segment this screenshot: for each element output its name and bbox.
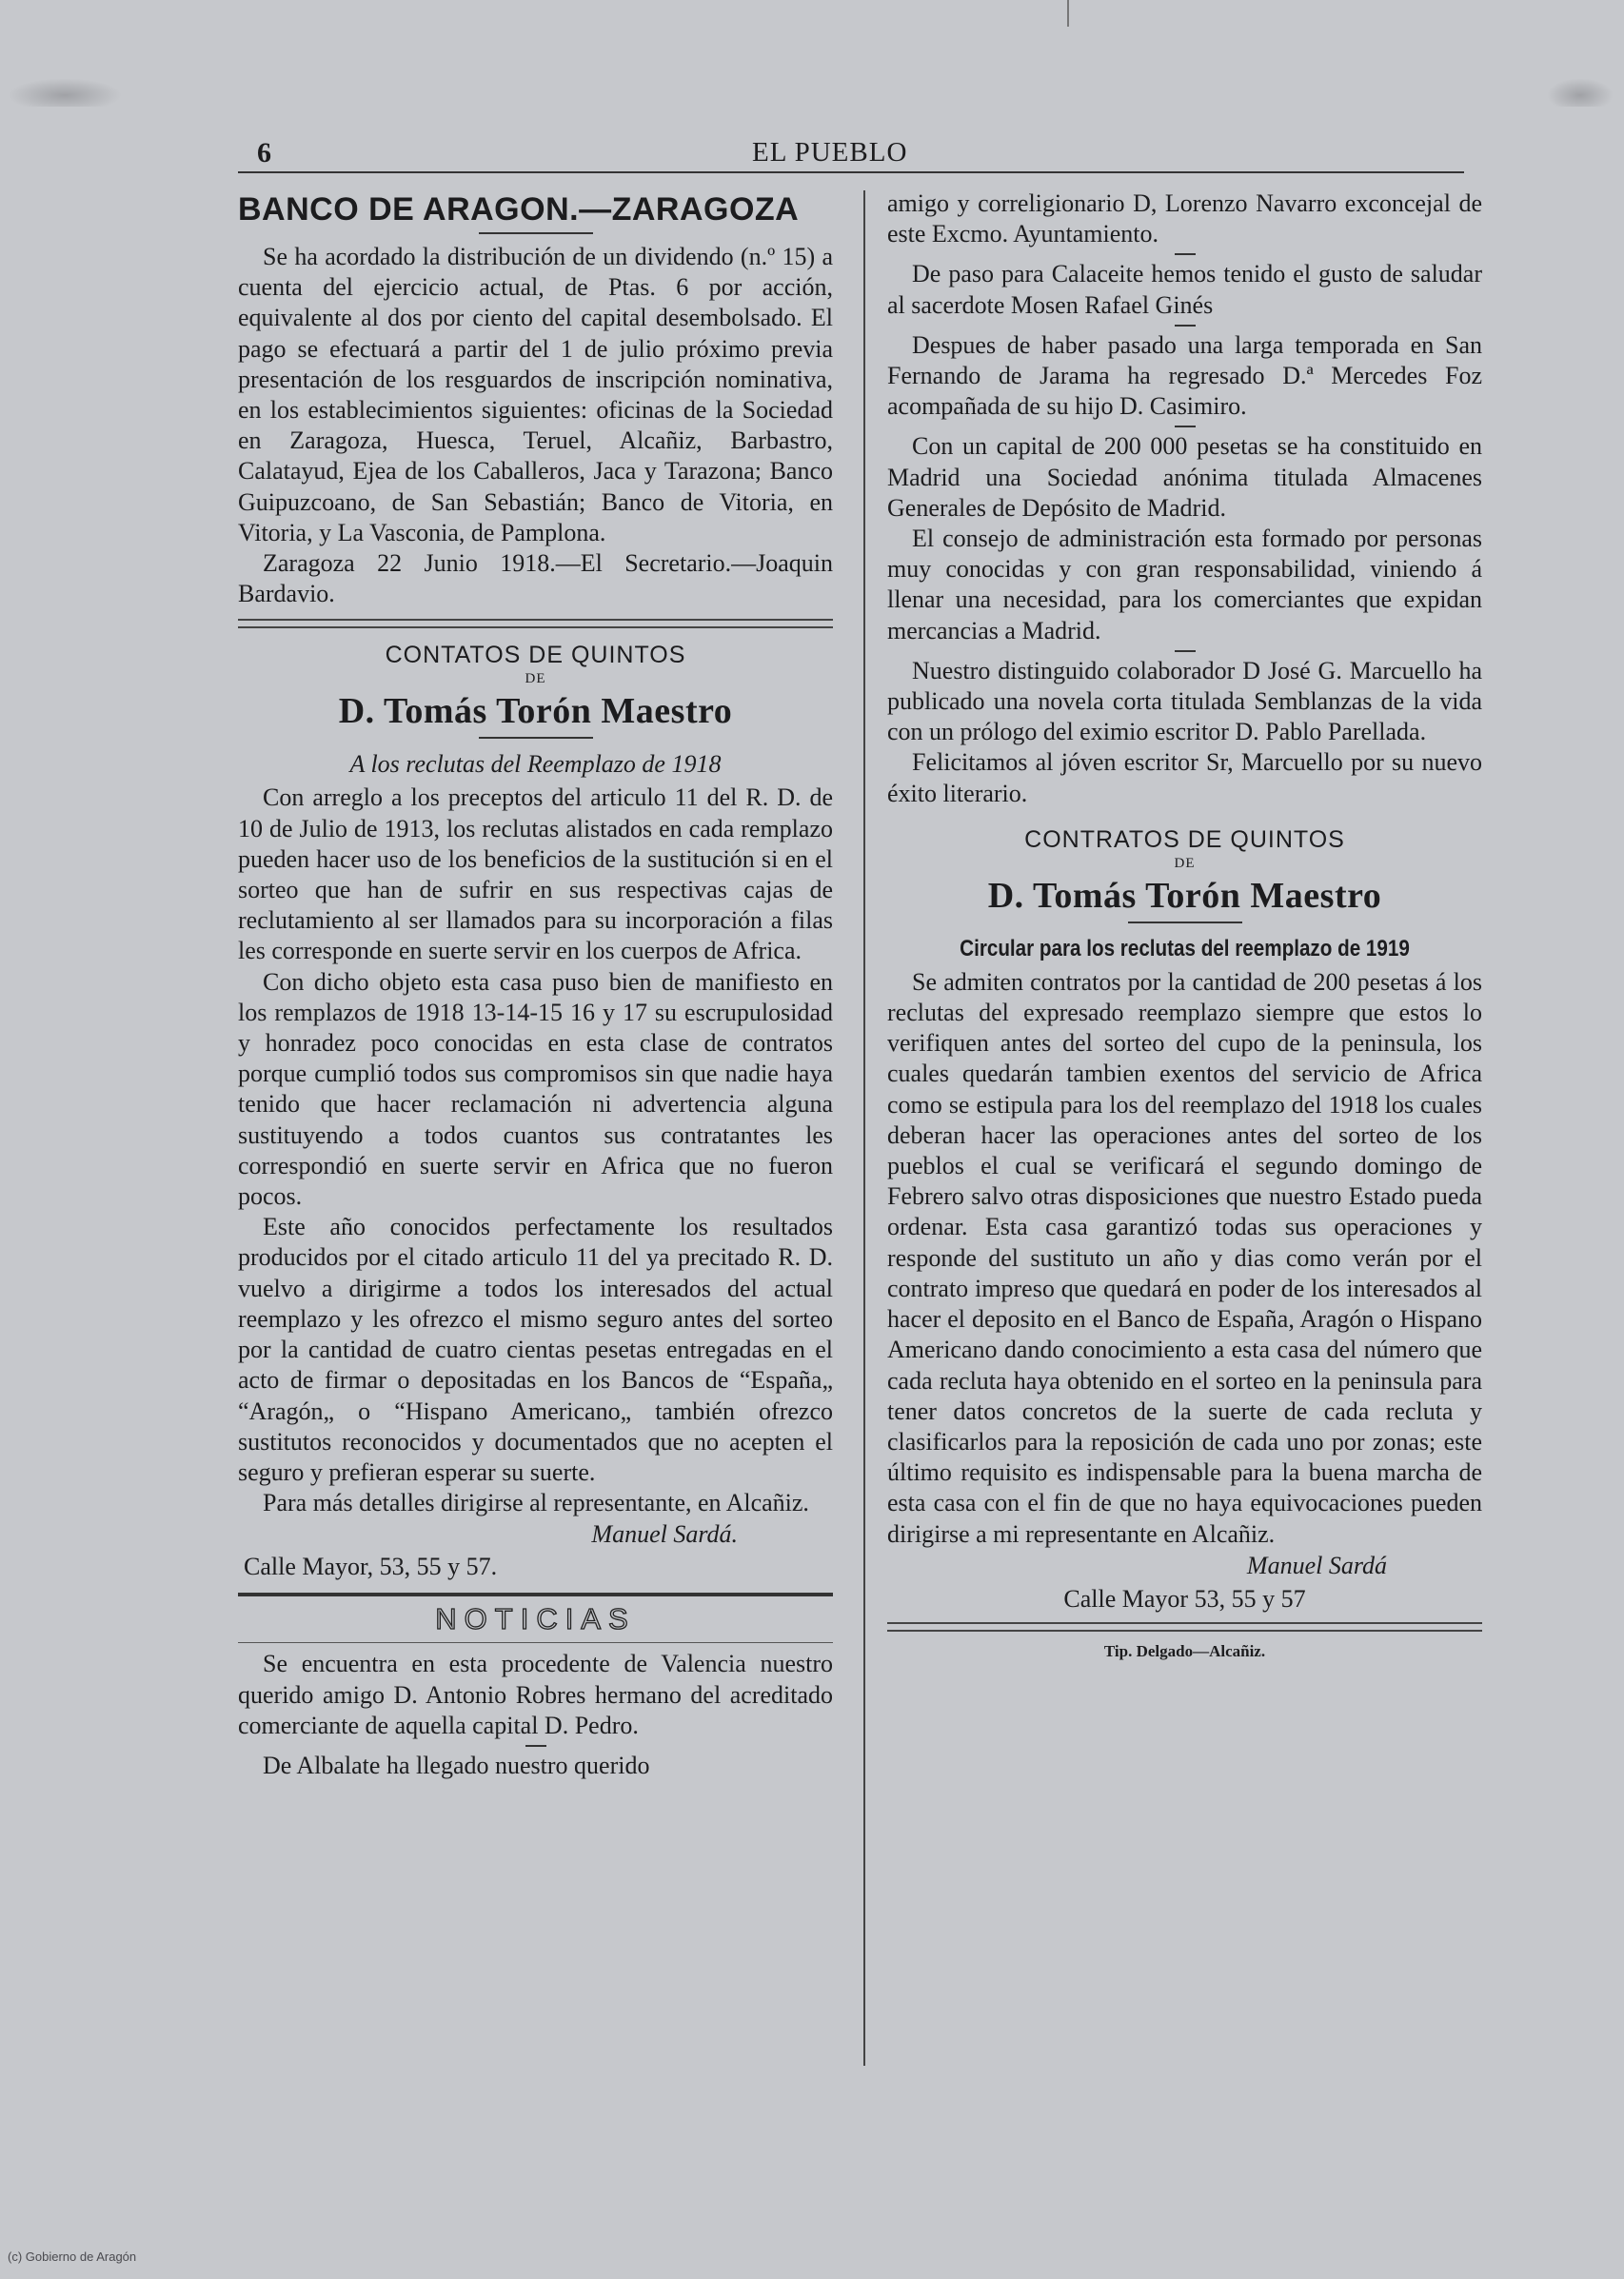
left-column [238, 188, 833, 1781]
newspaper-title: EL PUEBLO [752, 137, 908, 168]
right-column [887, 188, 1482, 1664]
news-item: De Albalate ha llegado nuestro querido [263, 1751, 650, 1779]
fold-mark [1067, 0, 1069, 27]
divider [479, 737, 593, 739]
ad-signature: Manuel Sardá [1246, 1551, 1387, 1579]
news-section-title: NOTICIAS [435, 1602, 636, 1636]
news-item: El consejo de administración esta formado por personas muy conocidas y con gran responsabilidad, viniendo á llenar una necesidad, para los comerciantes que expidan mercancias a Madrid. [887, 525, 1482, 644]
news-item: Se encuentra en esta procedente de Valencia nuestro querido amigo D. Antonio Robres hermano del acreditado comerciante de aquella capital D. Pedro. [238, 1650, 833, 1739]
bank-notice-text: Se ha acordado la distribución de un dividendo (n.º 15) a cuenta del ejercicio actual, de Ptas. 6 por acción, equivalente al dos por ciento del capital desembolsado. El pago se efectuará a partir del 1 de julio próximo previa presentación de los resguardos de inscripción nominativa, en los establecimientos siguientes: oficinas de la Sociedad en Zaragoza, Huesca, Teruel, Alcañiz, Barbastro, Calatayud, Ejea de los Caballeros, Jaca y Tarazona; Banco Guipuzcoano, de San Sebastián; Banco de Vitoria, en Vitoria, y La Vasconia, de Pamplona. [238, 243, 833, 546]
ad-signature: Manuel Sardá. [591, 1520, 738, 1549]
news-item-continued: amigo y correligionario D, Lorenzo Navarro exconcejal de este Excmo. Ayuntamiento. [887, 189, 1482, 248]
news-item: Felicitamos al jóven escritor Sr, Marcuello por su nuevo éxito literario. [887, 748, 1482, 807]
news-item: Despues de haber pasado una larga temporada en San Fernando de Jarama ha regresado D.ª Mercedes Foz acompañada de su hijo D. Casimiro. [887, 330, 1482, 421]
ad-heading-name: D. Tomás Torón Maestro [338, 691, 733, 732]
divider [1128, 922, 1242, 923]
divider [1175, 650, 1196, 652]
ad-address: Calle Mayor 53, 55 y 57 [1063, 1584, 1306, 1613]
ad-paragraph: Este año conocidos perfectamente los resultados producidos por el citado articulo 11 del ya precitado R. D. vuelvo a dirigirme a todos los interesados del actual reemplazo y les ofrezco el mismo seguro antes del sorteo por la cantidad de cuatro cientas pesetas entregadas en el acto de firmar o depositadas en los Bancos de “España„ “Aragón„ o “Hispano Americano„ también ofrezco sustitutos reconocidos y documentados que no acepten el seguro y prefieran esperar su suerte. [238, 1213, 833, 1486]
ad-heading-small: CONTATOS DE QUINTOS [385, 642, 686, 669]
divider [238, 1593, 833, 1596]
ink-smudge [1547, 78, 1614, 107]
page-number: 6 [257, 137, 271, 168]
ad-subtitle: Circular para los reclutas del reemplazo de 1919 [960, 935, 1410, 961]
bank-notice-signature: Zaragoza 22 Junio 1918.—El Secretario.—Joaquin Bardavio. [238, 549, 833, 608]
printer-credit: Tip. Delgado—Alcañiz. [1103, 1641, 1266, 1660]
divider [887, 1622, 1482, 1632]
divider [238, 1642, 833, 1643]
divider [1175, 325, 1196, 327]
header-rule [238, 171, 1464, 173]
ad-subtitle: A los reclutas del Reemplazo de 1918 [349, 750, 722, 779]
news-item: De paso para Calaceite hemos tenido el gusto de saludar al sacerdote Mosen Rafael Ginés [887, 260, 1482, 319]
page-header [238, 135, 1464, 173]
ad-paragraph: Para más detalles dirigirse al representante, en Alcañiz. [263, 1489, 809, 1517]
ad-paragraph: Con dicho objeto esta casa puso bien de manifiesto en los remplazos de 1918 13-14-15 16 y 17 su escrupulosidad y honradez poco conocidas en esta clase de contratos porque cumplió todos sus compromisos sin que nadie haya tenido que hacer reclamación ni advertencia alguna sustituyendo a todos cuantos sus contratantes les correspondió en suerte servir en Africa que no fueron pocos. [238, 967, 833, 1211]
ad-heading-de: DE [1174, 855, 1196, 871]
divider [525, 1745, 546, 1747]
news-item: Nuestro distinguido colaborador D José G. Marcuello ha publicado una novela corta titulada Semblanzas de la vida con un prólogo del eximio escritor D. Pablo Parellada. [887, 656, 1482, 746]
ad-address: Calle Mayor, 53, 55 y 57. [244, 1553, 498, 1581]
copyright-credit: (c) Gobierno de Aragón [8, 2249, 137, 2264]
divider [479, 232, 593, 234]
bank-notice-title: BANCO DE ARAGON.—ZARAGOZA [238, 191, 800, 228]
ad-paragraph: Con arreglo a los preceptos del articulo 11 del R. D. de 10 de Julio de 1913, los reclutas alistados en cada remplazo pueden hacer uso de los beneficios de la sustitución si en el sorteo que han de sufrir en sus respectivas cajas de reclutamiento al ser llamados para su incorporación a filas les corresponde en suerte servir en los cuerpos de Africa. [238, 783, 833, 965]
ad-heading-name: D. Tomás Torón Maestro [987, 875, 1382, 916]
ink-smudge [8, 78, 122, 107]
divider [1175, 253, 1196, 255]
ad-paragraph: Se admiten contratos por la cantidad de 200 pesetas á los reclutas del expresado reemplazo siempre que estos lo verifiquen antes del sorteo del cupo de la peninsula, los cuales quedarán tambien exentos del servicio de Africa como se estipula para los del reemplazo del 1918 los cuales deberan hacer las operaciones antes del sorteo de los pueblos el cual se verificará el segundo domingo de Febrero salvo otras disposiciones que nuestro Estado pueda ordenar. Esta casa garantizó todas sus operaciones y responde del sustituto un año y dias como verán por el contrato impreso que quedará en poder de los interesados al hacer el deposito en el Banco de España, Aragón o Hispano Americano dando conocimiento a esta casa del número que cada recluta haya obtenido en el sorteo en la peninsula para tener datos concretos de la suerte de cada recluta y clasificarlos para la reposición de cada uno por zonas; este último requisito es indispensable para la buena marcha de esta casa con el fin de que no haya equivocaciones pueden dirigirse a mi representante en Alcañiz. [887, 967, 1482, 1548]
divider [238, 619, 833, 628]
column-divider [863, 190, 865, 2066]
divider [1175, 426, 1196, 427]
ad-heading-de: DE [525, 671, 546, 687]
ad-heading-small: CONTRATOS DE QUINTOS [1024, 825, 1345, 853]
news-item: Con un capital de 200 000 pesetas se ha constituido en Madrid una Sociedad anónima titulada Almacenes Generales de Depósito de Madrid. [887, 432, 1482, 522]
